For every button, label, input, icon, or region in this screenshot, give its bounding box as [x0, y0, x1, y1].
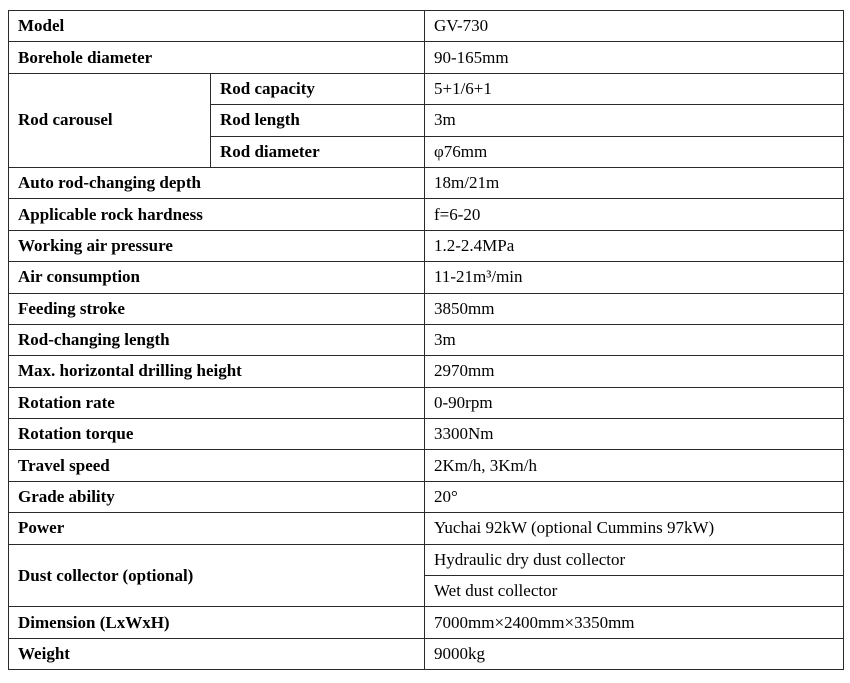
label-borehole-diameter: Borehole diameter — [9, 42, 425, 73]
value-air-consumption: 11-21m³/min — [425, 262, 844, 293]
label-power: Power — [9, 513, 425, 544]
table-row-dimension — [9, 607, 844, 638]
label-feeding-stroke: Feeding stroke — [9, 293, 425, 324]
table-row-feeding-stroke — [9, 293, 844, 324]
table-row-working-air-pressure — [9, 230, 844, 261]
specification-table — [8, 10, 844, 670]
value-model: GV-730 — [425, 11, 844, 42]
label-working-air-pressure: Working air pressure — [9, 230, 425, 261]
label-model: Model — [9, 11, 425, 42]
label-air-consumption: Air consumption — [9, 262, 425, 293]
table-row-auto-rod-changing-depth — [9, 167, 844, 198]
label-applicable-rock-hardness: Applicable rock hardness — [9, 199, 425, 230]
label-auto-rod-changing-depth: Auto rod-changing depth — [9, 167, 425, 198]
table-row-weight — [9, 638, 844, 669]
label-grade-ability: Grade ability — [9, 481, 425, 512]
value-rod-capacity: 5+1/6+1 — [425, 73, 844, 104]
value-travel-speed: 2Km/h, 3Km/h — [425, 450, 844, 481]
label-rod-diameter: Rod diameter — [211, 136, 425, 167]
label-rod-capacity: Rod capacity — [211, 73, 425, 104]
label-rod-carousel: Rod carousel — [9, 73, 211, 167]
label-rotation-rate: Rotation rate — [9, 387, 425, 418]
label-weight: Weight — [9, 638, 425, 669]
table-row-rod-changing-length — [9, 324, 844, 355]
label-travel-speed: Travel speed — [9, 450, 425, 481]
value-max-horizontal-drilling-height: 2970mm — [425, 356, 844, 387]
table-row-air-consumption — [9, 262, 844, 293]
table-row-travel-speed — [9, 450, 844, 481]
table-row-applicable-rock-hardness — [9, 199, 844, 230]
table-row-grade-ability — [9, 481, 844, 512]
value-grade-ability: 20° — [425, 481, 844, 512]
table-row-power — [9, 513, 844, 544]
table-row-rotation-rate — [9, 387, 844, 418]
label-rod-length: Rod length — [211, 105, 425, 136]
value-rod-diameter: φ76mm — [425, 136, 844, 167]
table-row-rod-capacity — [9, 73, 844, 104]
value-feeding-stroke: 3850mm — [425, 293, 844, 324]
value-working-air-pressure: 1.2-2.4MPa — [425, 230, 844, 261]
label-max-horizontal-drilling-height: Max. horizontal drilling height — [9, 356, 425, 387]
table-row-borehole-diameter — [9, 42, 844, 73]
value-dust-collector-wet: Wet dust collector — [425, 576, 844, 607]
value-dimension: 7000mm×2400mm×3350mm — [425, 607, 844, 638]
table-row-dust-collector-dry — [9, 544, 844, 575]
table-row-rotation-torque — [9, 419, 844, 450]
label-rod-changing-length: Rod-changing length — [9, 324, 425, 355]
value-dust-collector-dry: Hydraulic dry dust collector — [425, 544, 844, 575]
value-borehole-diameter: 90-165mm — [425, 42, 844, 73]
label-rotation-torque: Rotation torque — [9, 419, 425, 450]
value-auto-rod-changing-depth: 18m/21m — [425, 167, 844, 198]
value-power: Yuchai 92kW (optional Cummins 97kW) — [425, 513, 844, 544]
label-dust-collector: Dust collector (optional) — [9, 544, 425, 607]
value-applicable-rock-hardness: f=6-20 — [425, 199, 844, 230]
value-weight: 9000kg — [425, 638, 844, 669]
label-dimension: Dimension (LxWxH) — [9, 607, 425, 638]
value-rod-changing-length: 3m — [425, 324, 844, 355]
value-rotation-rate: 0-90rpm — [425, 387, 844, 418]
value-rotation-torque: 3300Nm — [425, 419, 844, 450]
table-row-model — [9, 11, 844, 42]
table-row-max-horizontal-drilling-height — [9, 356, 844, 387]
value-rod-length: 3m — [425, 105, 844, 136]
